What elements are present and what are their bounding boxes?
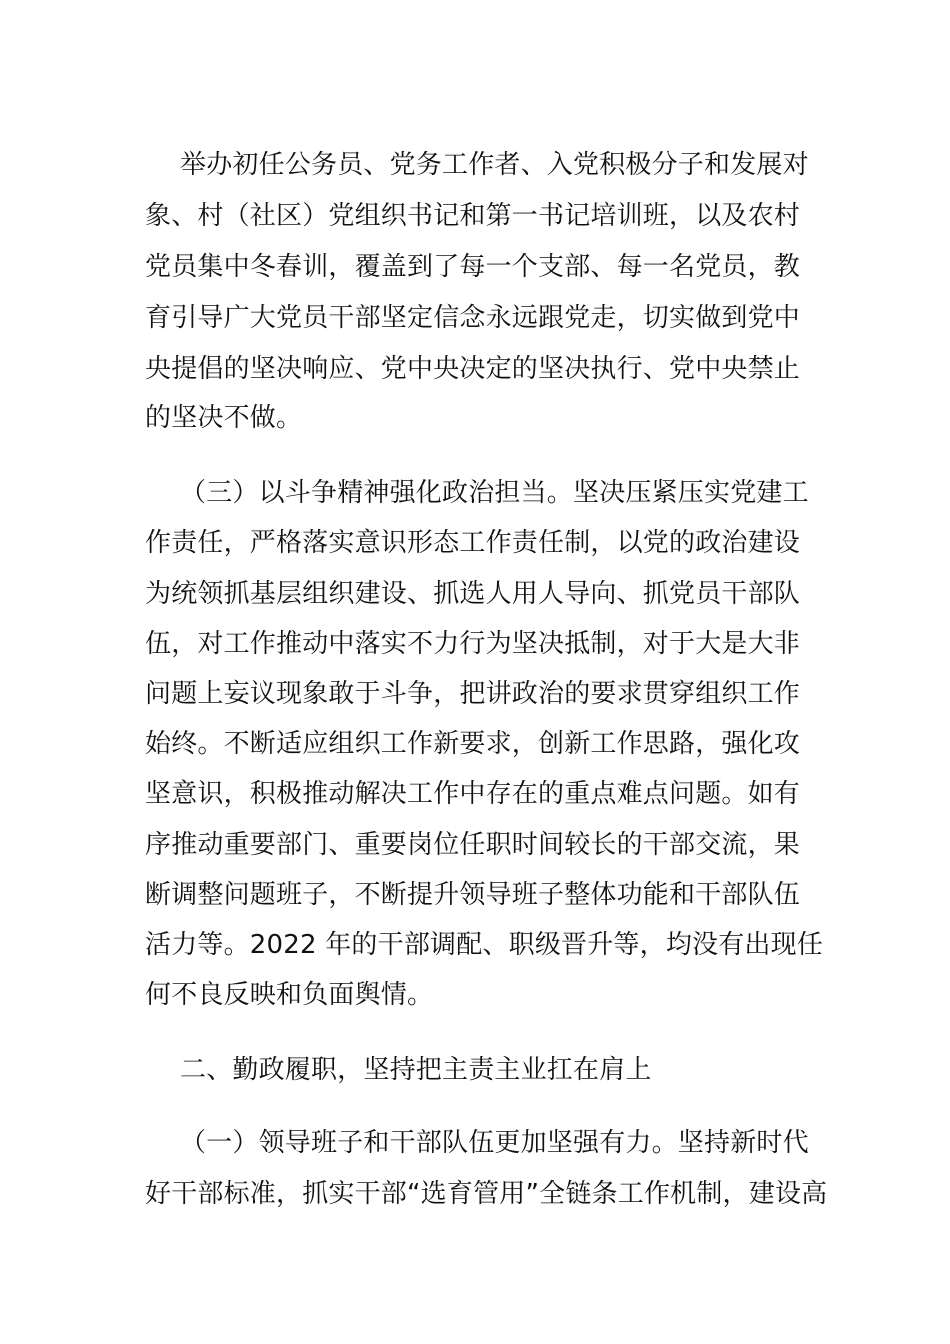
paragraph-1-line-5: 央提倡的坚决响应、党中央决定的坚决执行、党中央禁止: [145, 354, 801, 384]
paragraph-2-line-2: 作责任，严格落实意识形态工作责任制，以党的政治建设: [145, 528, 801, 558]
paragraph-1-line-6: 的坚决不做。: [145, 403, 303, 433]
section-heading: 二、勤政履职，坚持把主责主业扛在肩上: [180, 1055, 652, 1085]
paragraph-1-line-1: 举办初任公务员、党务工作者、入党积极分子和发展对: [180, 150, 809, 180]
paragraph-2-line-6: 始终。不断适应组织工作新要求，创新工作思路，强化攻: [145, 729, 801, 759]
paragraph-2-line-5: 问题上妄议现象敢于斗争，把讲政治的要求贯穿组织工作: [145, 679, 801, 709]
paragraph-2-line-8: 序推动重要部门、重要岗位任职时间较长的干部交流，果: [145, 830, 801, 860]
paragraph-2-line-10: 活力等。2022 年的干部调配、职级晋升等，均没有出现任: [145, 930, 824, 960]
paragraph-2-line-3: 为统领抓基层组织建设、抓选人用人导向、抓党员干部队: [145, 579, 801, 609]
paragraph-2-line-7: 坚意识，积极推动解决工作中存在的重点难点问题。如有: [145, 779, 801, 809]
paragraph-3-line-1: （一）领导班子和干部队伍更加坚强有力。坚持新时代: [180, 1128, 809, 1158]
paragraph-3-line-2: 好干部标准，抓实干部“选育管用”全链条工作机制，建设高: [145, 1179, 828, 1209]
paragraph-1-line-4: 育引导广大党员干部坚定信念永远跟党走，切实做到党中: [145, 303, 801, 333]
paragraph-2-line-4: 伍，对工作推动中落实不力行为坚决抵制，对于大是大非: [145, 629, 801, 659]
paragraph-2-line-9: 断调整问题班子，不断提升领导班子整体功能和干部队伍: [145, 880, 801, 910]
paragraph-1-line-2: 象、村（社区）党组织书记和第一书记培训班，以及农村: [145, 201, 801, 231]
paragraph-1-line-3: 党员集中冬春训，覆盖到了每一个支部、每一名党员，教: [145, 252, 801, 282]
paragraph-2-line-1: （三）以斗争精神强化政治担当。坚决压紧压实党建工: [180, 478, 809, 508]
paragraph-2-line-11: 何不良反映和负面舆情。: [145, 980, 434, 1010]
